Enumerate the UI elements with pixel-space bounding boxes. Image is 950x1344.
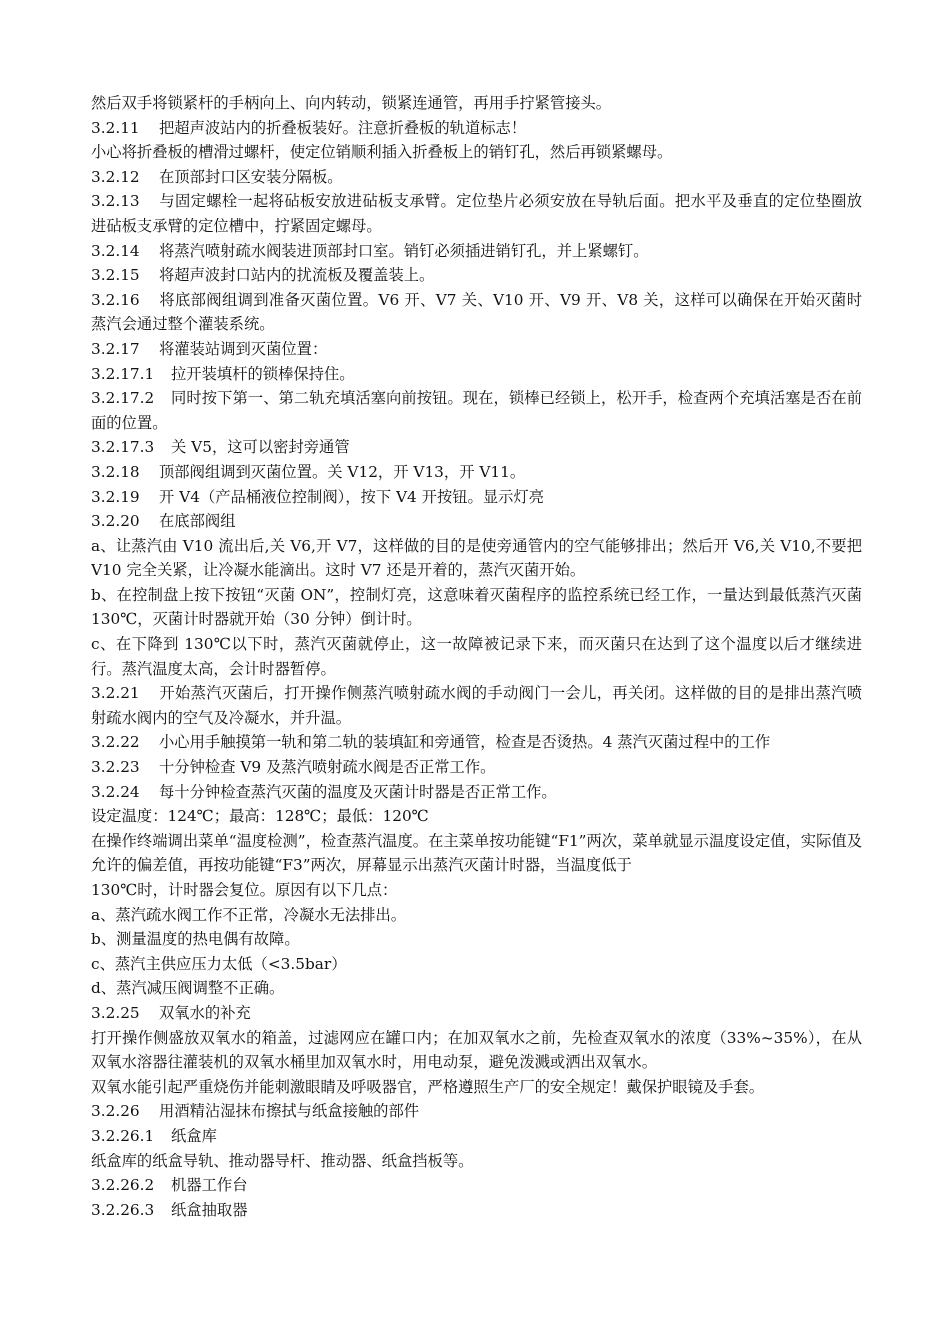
section-text: 将超声波封口站内的扰流板及覆盖装上。 [159,266,435,285]
section-number: 3.2.18 [91,462,140,481]
section-text: 在底部阀组 [159,512,236,531]
section-3-2-19 [91,485,862,510]
section-3-2-15 [91,263,862,288]
section-text: 关 V5，这可以密封旁通管 [171,438,350,457]
section-text: 同时按下第一、第二轨充填活塞向前按钮。现在，锁棒已经锁上，松开手，检查两个充填活塞是否在前面的位置。 [91,389,862,432]
section-number: 3.2.20 [91,512,140,531]
section-text: 将蒸汽喷射疏水阀装进顶部封口室。销钉必须插进销钉孔，并上紧螺钉。 [159,241,649,260]
section-text: 纸盒抽取器 [171,1200,248,1219]
section-number: 3.2.16 [91,290,140,309]
section-number: 3.2.26 [91,1102,140,1121]
section-number: 3.2.21 [91,684,140,703]
section-3-2-16 [91,288,862,337]
section-3-2-26-3 [91,1198,862,1223]
section-3-2-23 [91,755,862,780]
paragraph: 设定温度：124℃；最高：128℃；最低：120℃ [91,807,429,826]
section-number: 3.2.17.3 [91,438,155,457]
section-3-2-24 [91,780,862,805]
section-text: 十分钟检查 V9 及蒸汽喷射疏水阀是否正常工作。 [159,758,496,777]
section-number: 3.2.14 [91,241,140,260]
section-text: 拉开装填杆的锁棒保持住。 [171,364,355,383]
list-item-c: c、在下降到 130℃以下时，蒸汽灭菌就停止，这一故障被记录下来，而灭菌只在达到了这个温度以后才继续进行。蒸汽温度太高，会计时器暂停。 [91,635,862,678]
section-3-2-26-1 [91,1124,862,1149]
paragraph: 双氧水能引起严重烧伤并能刺激眼睛及呼吸器官，严格遵照生产厂的安全规定！戴保护眼镜及手套。 [91,1077,765,1096]
section-text: 将灌装站调到灭菌位置： [159,339,328,358]
section-text: 开始蒸汽灭菌后，打开操作侧蒸汽喷射疏水阀的手动阀门一会儿，再关闭。这样做的目的是排出蒸汽喷射疏水阀内的空气及冷凝水，并升温。 [91,684,862,727]
section-text: 顶部阀组调到灭菌位置。关 V12，开 V13，开 V11。 [159,462,526,481]
list-item-b: b、在控制盘上按下按钮“灭菌 ON”，控制灯亮，这意味着灭菌程序的监控系统已经工作，一量达到最低蒸汽灭菌 130℃，灭菌计时器就开始（30 分钟）倒计时。 [91,585,862,629]
section-text: 与固定螺栓一起将砧板安放进砧板支承臂。定位垫片必须安放在导轨后面。把水平及垂直的定位垫圈放进砧板支承臂的定位槽中，拧紧固定螺母。 [91,192,862,235]
section-3-2-22 [91,730,862,755]
section-number: 3.2.23 [91,758,140,777]
section-number: 3.2.24 [91,782,140,801]
section-3-2-26 [91,1099,862,1124]
section-text: 在顶部封口区安装分隔板。 [159,167,343,186]
section-number: 3.2.19 [91,487,140,506]
section-text: 将底部阀组调到准备灭菌位置。V6 开、V7 关、V10 开、V9 开、V8 关，这样可以确保在开始灭菌时蒸汽会通过整个灌装系统。 [91,290,862,334]
section-text: 把超声波站内的折叠板装好。注意折叠板的轨道标志！ [159,118,527,137]
section-number: 3.2.11 [91,118,140,137]
section-3-2-11 [91,116,862,141]
section-text: 每十分钟检查蒸汽灭菌的温度及灭菌计时器是否正常工作。 [159,782,557,801]
list-item-a: a、让蒸汽由 V10 流出后,关 V6,开 V7，这样做的目的是使旁通管内的空气能够排出；然后开 V6,关 V10,不要把 V10 完全关紧，让冷凝水能滴出。这时 V7 还是开着的，蒸汽灭菌开始。 [91,536,862,580]
section-3-2-12 [91,165,862,190]
section-text: 机器工作台 [171,1176,248,1195]
section-number: 3.2.15 [91,266,140,285]
section-3-2-17 [91,337,862,362]
section-number: 3.2.13 [91,192,140,211]
section-3-2-17-1 [91,362,862,387]
section-text: 纸盒库 [171,1126,217,1145]
paragraph: 在操作终端调出菜单“温度检测”，检查蒸汽温度。在主菜单按功能键“F1”两次，菜单就显示温度设定值，实际值及允许的偏差值，再按功能键“F3”两次，屏幕显示出蒸汽灭菌计时器，当温度低于 [91,831,862,875]
paragraph: 130℃时，计时器会复位。原因有以下几点： [91,881,398,899]
section-3-2-20 [91,509,862,534]
section-number: 3.2.17 [91,339,140,358]
section-3-2-17-2 [91,386,862,435]
list-item-b: b、测量温度的热电偶有故障。 [91,930,300,949]
section-text: 开 V4（产品桶液位控制阀），按下 V4 开按钮。显示灯亮 [159,487,545,506]
section-text: 用酒精沾湿抹布擦拭与纸盒接触的部件 [159,1102,420,1121]
section-number: 3.2.17.2 [91,389,155,408]
list-item-a: a、蒸汽疏水阀工作不正常，冷凝水无法排出。 [91,905,407,924]
section-3-2-25 [91,1001,862,1026]
section-3-2-18 [91,460,862,485]
section-3-2-26-2 [91,1173,862,1198]
section-number: 3.2.26.2 [91,1176,155,1195]
section-number: 3.2.12 [91,167,140,186]
paragraph: 纸盒库的纸盒导轨、推动器导杆、推动器、纸盒挡板等。 [91,1151,474,1170]
list-item-d: d、蒸汽减压阀调整不正确。 [91,979,285,998]
section-text: 双氧水的补充 [159,1003,251,1022]
paragraph: 小心将折叠板的槽滑过螺杆，使定位销顺利插入折叠板上的销钉孔，然后再锁紧螺母。 [91,143,673,162]
section-number: 3.2.22 [91,733,140,752]
section-3-2-13 [91,189,862,238]
paragraph: 打开操作侧盛放双氧水的箱盖，过滤网应在罐口内；在加双氧水之前，先检查双氧水的浓度（33%~35%），在从双氧水溶器往灌装机的双氧水桶里加双氧水时，用电动泵，避免泼溅或洒出双氧水。 [91,1028,862,1072]
section-number: 3.2.26.1 [91,1126,155,1145]
list-item-c: c、蒸汽主供应压力太低（<3.5bar） [91,954,347,973]
document-page [91,91,862,1222]
section-number: 3.2.17.1 [91,364,155,383]
section-text: 小心用手触摸第一轨和第二轨的装填缸和旁通管，检查是否烫热。4 蒸汽灭菌过程中的工作 [159,733,771,752]
section-3-2-21 [91,681,862,730]
section-3-2-17-3 [91,435,862,460]
section-number: 3.2.26.3 [91,1200,155,1219]
section-number: 3.2.25 [91,1003,140,1022]
paragraph: 然后双手将锁紧杆的手柄向上、向内转动，锁紧连通管，再用手拧紧管接头。 [91,94,612,112]
section-3-2-14 [91,239,862,264]
